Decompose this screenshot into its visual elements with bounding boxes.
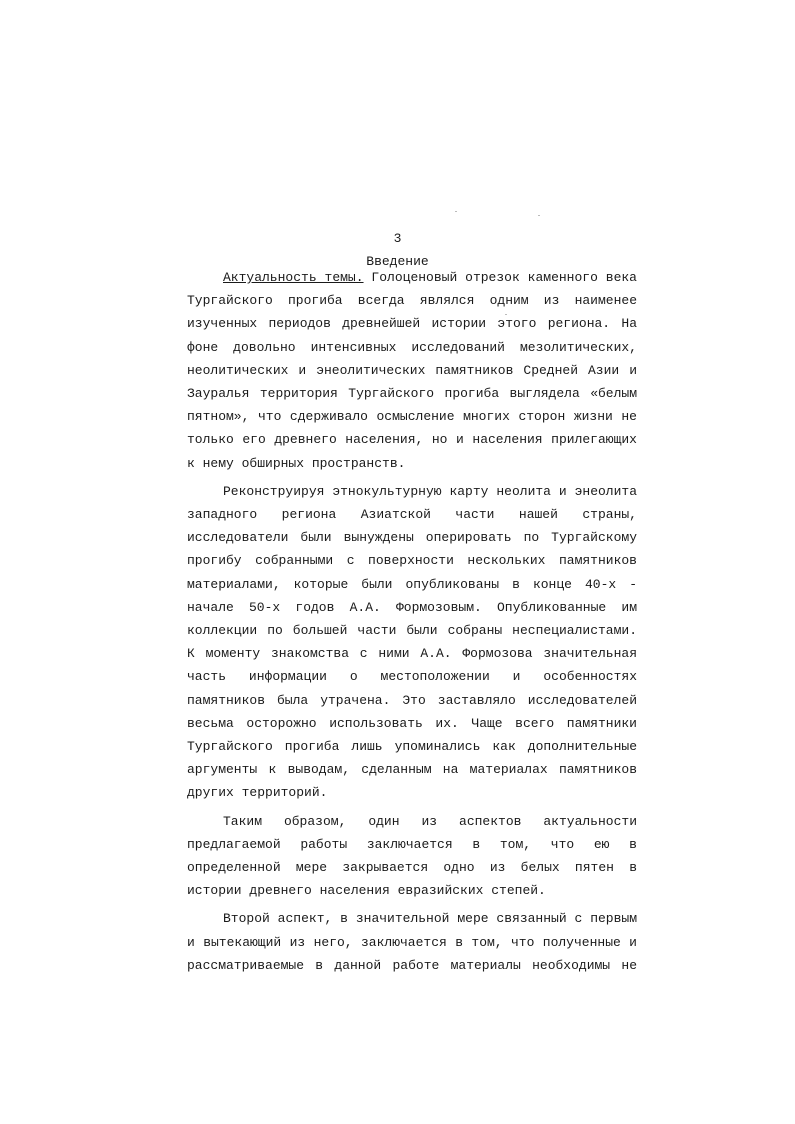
paragraph-lead: Актуальность темы. — [223, 270, 364, 285]
scan-speck — [455, 211, 457, 212]
section-heading: Введение — [366, 254, 429, 269]
paragraph-reconstruction: Реконструируя этнокультурную карту неолита и энеолита западного региона Азиатской части нашей страны, исследователи были вынуждены оперировать по Тургайскому прогибу собранными с поверхности нескольких памятников материалами, которые были опубликованы в конце 40-х - начале 50-х годов А.А. Формозовым. Опубликованные им коллекции по большей части были собраны неспециалистами. К моменту знакомства с ними А.А. Формозова значительная часть информации о местоположении и особенностях памятников была утрачена. Это заставляло исследователей весьма осторожно использовать их. Чаще всего памятники Тургайского прогиба лишь упоминались как дополнительные аргументы к выводам, сделанным на материалах памятников других территорий. — [187, 483, 637, 801]
body-text — [187, 266, 637, 977]
scan-speck — [505, 314, 507, 315]
paragraph-first-aspect: Таким образом, один из аспектов актуальности предлагаемой работы заключается в том, что ею в определенной мере закрывается одно из белых пятен в истории древнего населения евразийских степей. — [187, 813, 637, 899]
paragraph-text: Голоценовый отрезок каменного века Тургайского прогиба всегда являлся одним из наименее изученных периодов древнейшей истории этого региона. На фоне довольно интенсивных исследований мезолитических, неолитических и энеолитических памятников Средней Азии и Зауралья территория Тургайского прогиба выглядела «белым пятном», что сдерживало осмысление многих сторон жизни не только его древнего населения, но и населения прилегающих к нему обширных пространств. — [187, 270, 637, 471]
paragraph-second-aspect: Второй аспект, в значительной мере связанный с первым и вытекающий из него, заключается в том, что полученные и рассматриваемые в данной работе материалы необходимы не — [187, 911, 637, 973]
page-number: 3 — [393, 231, 402, 246]
paragraph-relevance — [187, 266, 637, 475]
scan-speck — [538, 215, 540, 216]
